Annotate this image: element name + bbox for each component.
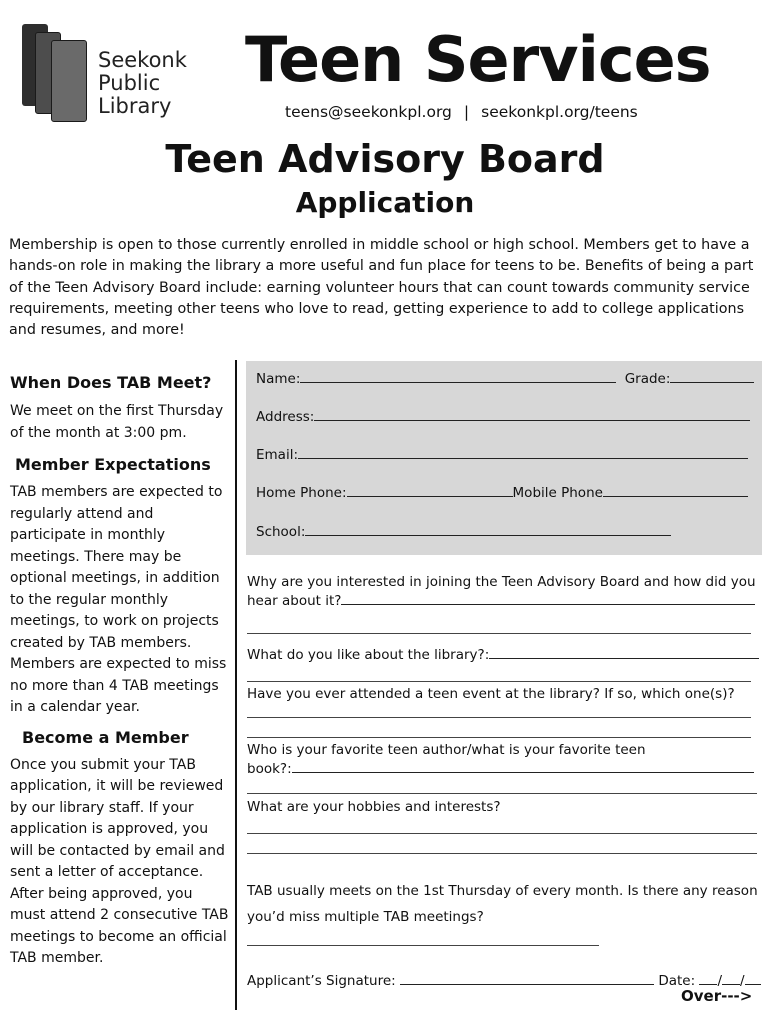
school-blank[interactable]: [305, 524, 671, 536]
logo-line-1: Seekonk: [98, 48, 187, 72]
contact-info-box: [246, 361, 762, 555]
logo-bar-front: [51, 40, 87, 122]
answer-favorite-author-line[interactable]: [247, 793, 757, 794]
signature-blank[interactable]: [400, 974, 654, 985]
question-missed-meetings: [247, 878, 758, 930]
become-member-heading: Become a Member: [22, 727, 189, 747]
mobile-phone-label: Mobile Phone: [512, 485, 603, 501]
intro-paragraph: Membership is open to those currently enrolled in middle school or high school. Members get to have a hands-on role in making the library a more useful and fun place for teens to be. Benefits of being a part of the Teen Advisory Board include: earning volunteer hours that can count towards community service requirements, meeting other teens who love to read, getting experience to add to college applications and resumes, and more!: [9, 237, 754, 339]
grade-blank[interactable]: [670, 371, 754, 383]
home-phone-blank[interactable]: [347, 485, 513, 497]
name-label: Name:: [256, 371, 301, 387]
sidebar: [10, 366, 232, 970]
email-label: Email:: [256, 447, 299, 463]
form-subtitle: Application: [295, 186, 475, 219]
date-year-blank[interactable]: [745, 974, 761, 985]
question-missed-meetings-line1: TAB usually meets on the 1st Thursday of every month. Is there any reason: [247, 883, 758, 899]
meet-text: We meet on the first Thursday of the month at 3:00 pm.: [10, 403, 224, 441]
meet-heading: When Does TAB Meet?: [10, 373, 212, 392]
answer-interest-line[interactable]: [247, 633, 751, 634]
date-label: Date:: [658, 973, 696, 989]
page-title: Teen Services: [245, 23, 711, 96]
name-blank[interactable]: [300, 371, 616, 383]
question-hobbies: [247, 798, 501, 817]
answer-missed-meetings-line[interactable]: [247, 945, 599, 946]
email-blank[interactable]: [298, 447, 748, 459]
question-interest-line2: hear about it?: [247, 593, 342, 609]
email-field[interactable]: [256, 447, 748, 463]
answer-favorite-author-blank[interactable]: [292, 762, 754, 773]
answer-interest-blank[interactable]: [341, 594, 755, 605]
contact-line: [285, 103, 638, 121]
question-like-library: [247, 646, 759, 665]
address-field[interactable]: [256, 409, 750, 425]
question-missed-meetings-line2: you’d miss multiple TAB meetings?: [247, 909, 484, 925]
question-interest-line1: Why are you interested in joining the Teen Advisory Board and how did you: [247, 574, 756, 590]
date-month-blank[interactable]: [699, 974, 717, 985]
home-phone-label: Home Phone:: [256, 485, 347, 501]
question-interest: [247, 573, 756, 611]
date-slash-2: /: [740, 973, 745, 989]
phone-field[interactable]: [256, 485, 748, 501]
answer-hobbies-line-1[interactable]: [247, 833, 757, 834]
answer-like-library-blank[interactable]: [489, 648, 759, 659]
question-teen-event: [247, 685, 735, 704]
form-title: Teen Advisory Board: [165, 137, 605, 181]
school-field[interactable]: [256, 524, 671, 540]
logo-wordmark: [98, 49, 187, 118]
school-label: School:: [256, 524, 306, 540]
become-member-text: Once you submit your TAB application, it will be reviewed by our library staff. If your application is approved, you will be contacted by email and sent a letter of acceptance. After being approved, you must attend 2 consecutive TAB meetings to become an official TAB member.: [10, 756, 229, 966]
question-favorite-author-line2: book?:: [247, 761, 292, 777]
answer-teen-event-line-1[interactable]: [247, 717, 751, 718]
question-favorite-author: [247, 741, 754, 779]
contact-separator: |: [463, 103, 470, 121]
question-teen-event-text: Have you ever attended a teen event at the library? If so, which one(s)?: [247, 686, 735, 702]
grade-label: Grade:: [624, 371, 671, 387]
signature-label: Applicant’s Signature:: [247, 973, 396, 989]
answer-teen-event-line-2[interactable]: [247, 737, 751, 738]
question-like-library-text: What do you like about the library?:: [247, 647, 490, 663]
name-field[interactable]: [256, 371, 754, 387]
address-label: Address:: [256, 409, 315, 425]
mobile-phone-blank[interactable]: [603, 485, 748, 497]
question-favorite-author-line1: Who is your favorite teen author/what is your favorite teen: [247, 742, 646, 758]
logo-line-3: Library: [98, 94, 172, 118]
contact-website: seekonkpl.org/teens: [481, 103, 638, 121]
over-label: Over--->: [681, 987, 753, 1005]
answer-hobbies-line-2[interactable]: [247, 853, 757, 854]
column-divider: [235, 360, 237, 1010]
date-day-blank[interactable]: [722, 974, 740, 985]
question-hobbies-text: What are your hobbies and interests?: [247, 799, 501, 815]
contact-email: teens@seekonkpl.org: [285, 103, 452, 121]
address-blank[interactable]: [314, 409, 750, 421]
answer-like-library-line[interactable]: [247, 681, 751, 682]
expectations-heading: Member Expectations: [15, 455, 211, 474]
library-logo: [20, 22, 195, 126]
date-slash-1: /: [717, 973, 722, 989]
logo-line-2: Public: [98, 71, 161, 95]
expectations-text: TAB members are expected to regularly attend and participate in monthly meetings. There may be optional meetings, in addition to the regular monthly meetings, to work on projects created by TAB members. Members are expected to miss no more than 4 TAB meetings in a calendar year.: [10, 484, 227, 715]
